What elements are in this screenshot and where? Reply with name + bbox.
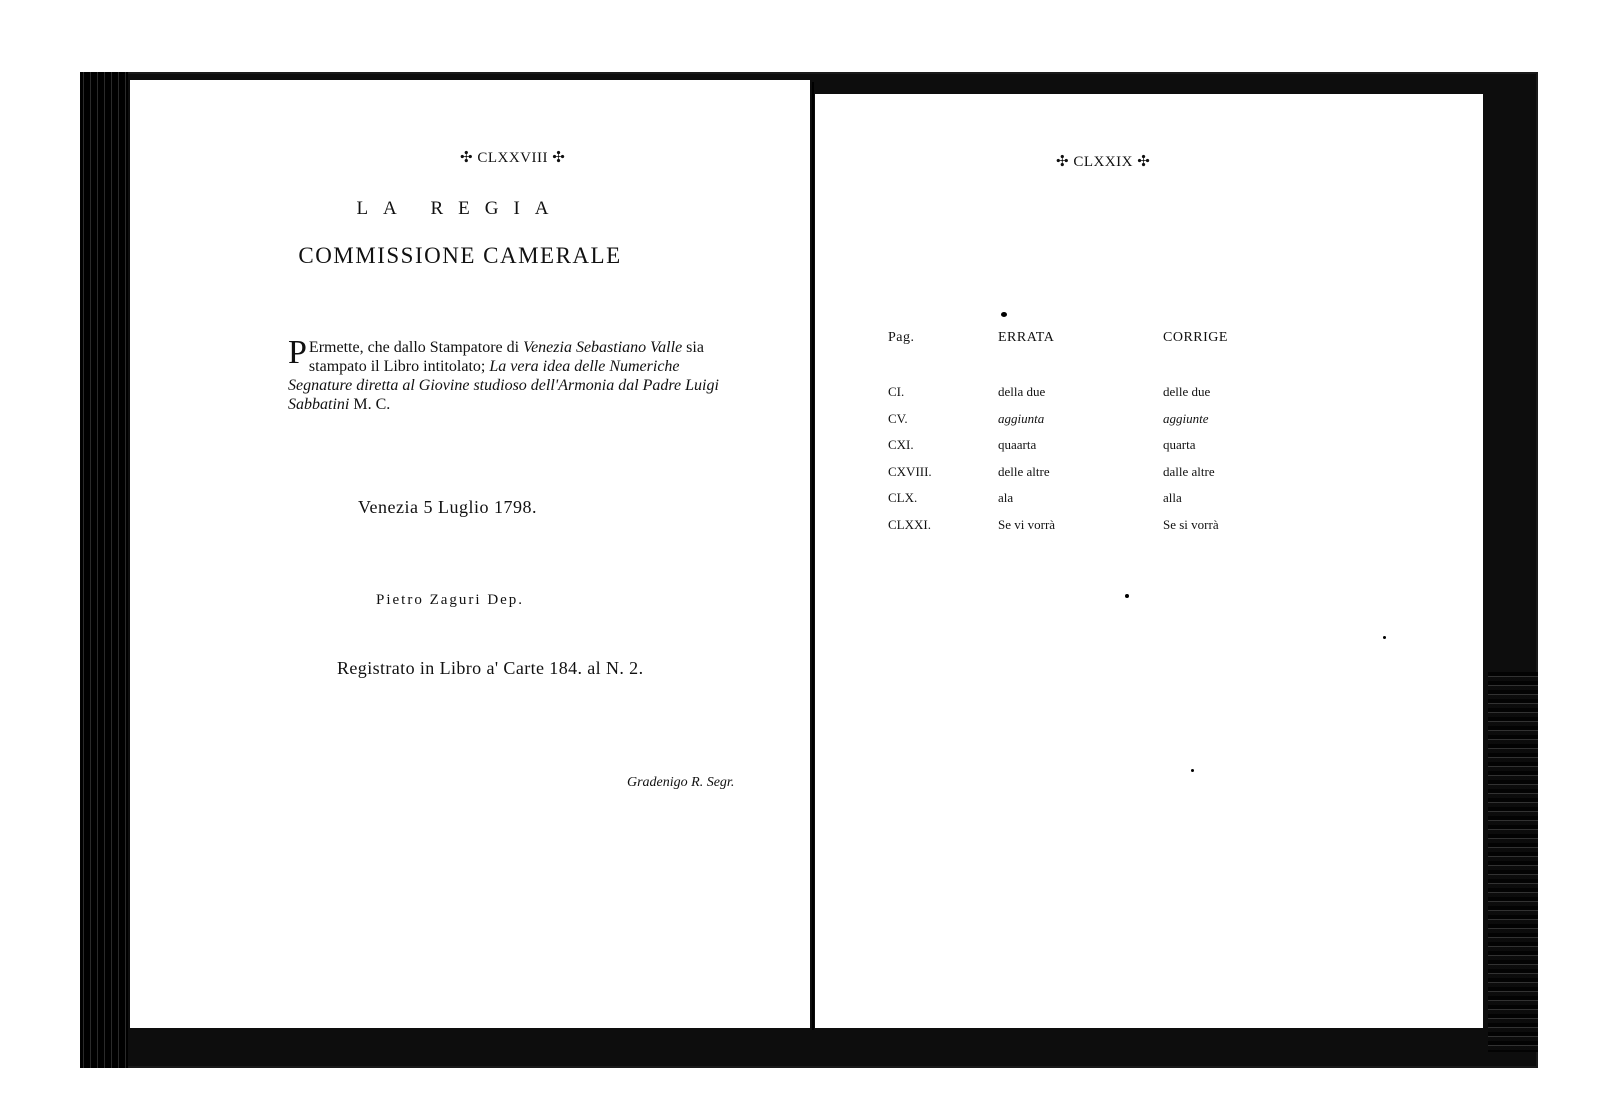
cell-pag: CV. [888,410,908,426]
cell-errata: quaarta [998,437,1037,453]
cell-pag: CLXXI. [888,516,931,532]
header-errata: ERRATA [998,330,1055,345]
cell-pag: CXI. [888,437,914,453]
dropcap: P [288,334,307,371]
right-page-number [1056,152,1150,171]
cell-errata: della due [998,384,1046,399]
table-row [888,411,1283,438]
ink-speck [1125,594,1129,598]
heading-la-regia: LA REGIA [356,198,564,219]
book-edge-left [80,72,128,1068]
permit-text-e: M. C. [349,396,391,413]
permit-text-d: La vera idea delle Numeriche Segnature diretta al Giovine studioso dell'Armonia dal Padre Luigi Sabbatini [288,358,719,413]
book-scan [80,72,1538,1068]
left-page [130,80,810,1028]
cell-errata: ala [998,490,1014,506]
ink-speck [1383,636,1386,639]
book-edge-right [1488,672,1538,1052]
cell-errata: aggiunta [998,410,1045,426]
permit-text-a: Ermette, che dallo Stampatore di [308,339,524,356]
right-page-number-text: CLXXIX [1073,154,1133,170]
permit-paragraph [288,334,738,414]
cell-errata: Se vi vorrà [998,516,1056,532]
cell-corrige: aggiunte [1163,410,1209,426]
gutter [812,82,814,1030]
cell-errata: delle altre [998,463,1050,479]
cell-pag: CLX. [888,490,918,506]
ornament-icon: ✣ [552,150,566,166]
permit-text-b: Venezia Sebastiano Valle [523,339,683,356]
registration-line: Registrato in Libro a' Carte 184. al N. 2. [337,658,644,678]
secretary-signature: Gradenigo R. Segr. [627,775,735,790]
table-row [888,517,1283,544]
heading-commissione: COMMISSIONE CAMERALE [298,243,622,268]
errata-table [888,330,1283,544]
left-page-number-text: CLXXVIII [477,150,548,166]
cell-pag: CI. [888,384,905,399]
cell-corrige: dalle altre [1163,463,1215,479]
header-corrige: CORRIGE [1163,330,1228,345]
ornament-icon: ✣ [460,150,474,166]
cell-corrige: Se si vorrà [1163,516,1219,532]
cell-pag: CXVIII. [888,463,932,479]
ornament-icon: ✣ [1137,154,1151,170]
ornament-icon: ✣ [1056,154,1070,170]
signatory: Pietro Zaguri Dep. [376,592,525,608]
permit-text-c: sia stampato il Libro intitolato; [308,339,704,375]
table-row [888,464,1283,491]
left-page-number [460,148,565,167]
cell-corrige: alla [1163,490,1182,506]
header-pag: Pag. [888,330,915,345]
ink-speck [1001,312,1007,317]
table-row [888,384,1283,411]
cell-corrige: delle due [1163,384,1211,399]
table-row [888,490,1283,517]
right-page [815,94,1483,1028]
table-row [888,437,1283,464]
errata-header-row [888,330,1283,384]
date-line: Venezia 5 Luglio 1798. [358,497,537,517]
ink-speck [1191,769,1194,772]
cell-corrige: quarta [1163,437,1196,453]
